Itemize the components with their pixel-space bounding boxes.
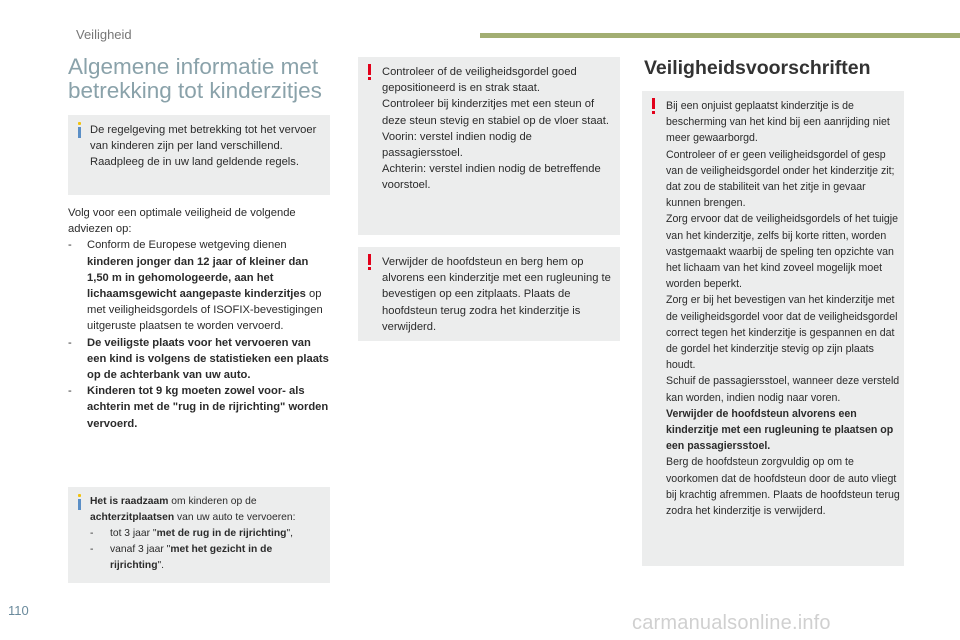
bullet-dash: -	[68, 336, 72, 349]
warning-icon	[366, 254, 373, 270]
warning-text: Achterin: verstel indien nodig de betreffende voorstoel.	[382, 163, 601, 192]
warning-text: Voorin: verstel indien nodig de passagiersstoel.	[382, 130, 532, 160]
list-item-text: vanaf 3 jaar "met het gezicht in de rijrichting".	[110, 544, 273, 571]
warning-text: Bij een onjuist geplaatst kinderzitje is de bescherming van het kind bij een aanrijding niet meer gewaarborgd.	[666, 100, 890, 145]
bullet-dash: -	[68, 385, 72, 398]
warning-box-seatbelt	[358, 57, 620, 235]
warning-text: Berg de hoofdsteun zorgvuldig op om te voorkomen dat de hoofdsteun door de auto vliegt bij krachtig afremmen. Plaats de hoofdsteun terug zodra het kinderzitje is verwijderd.	[666, 456, 900, 518]
bullet-dash: -	[90, 544, 94, 555]
warning-box-headrest	[358, 247, 620, 341]
warning-text: Zorg er bij het bevestigen van het kinderzitje met de veiligheidsgordel voor dat de veiligheidsgordel correct tegen het kinderzitje is gespannen en dat de gordel het kinderzitje stevig op zijn plaats houdt.	[666, 294, 898, 372]
list-item-text: Kinderen tot 9 kg moeten zowel voor- als achterin met de "rug in de rijrichting" worden vervoerd.	[87, 385, 329, 430]
list-item	[90, 542, 324, 574]
advice-section	[68, 205, 330, 432]
bullet-dash: -	[68, 239, 72, 252]
warning-text: Verwijder de hoofdsteun en berg hem op alvorens een kinderzitje met een rugleuning te bevestigen op een zitplaats. Plaats de hoofdsteun terug zodra het kinderzitje is verwijderd.	[382, 256, 611, 333]
info-icon	[76, 494, 83, 510]
page-number: 110	[8, 603, 29, 618]
info-text: De regelgeving met betrekking tot het vervoer van kinderen zijn per land verschillend. Raadpleeg de in uw land geldende regels.	[90, 124, 317, 169]
bullet-dash: -	[90, 528, 94, 539]
info-text: Het is raadzaam om kinderen op de achterzitplaatsen van uw auto te vervoeren:	[90, 496, 296, 523]
section-heading: Veiligheidsvoorschriften	[644, 57, 871, 79]
list-item	[68, 335, 330, 384]
list-item	[90, 526, 324, 542]
warning-box-safety-rules	[642, 91, 904, 566]
warning-text: Zorg ervoor dat de veiligheidsgordels of het tuigje van het kinderzitje, zelfs bij korte ritten, worden vastgemaakt waarbij de speling ten opzichte van het lichaam van het kind zoveel mogelijk moet worden beperkt.	[666, 213, 899, 291]
warning-text-bold: Verwijder de hoofdsteun alvorens een kinderzitje met een rugleuning te plaatsen op een passagiersstoel.	[666, 407, 894, 453]
page-title: Algemene informatie met betrekking tot kinderzitjes	[68, 54, 322, 103]
watermark: carmanualsonline.info	[632, 612, 831, 634]
info-box-seating	[68, 487, 330, 583]
section-label: Veiligheid	[76, 27, 132, 42]
list-item-text: De veiligste plaats voor het vervoeren van een kind is volgens de statistieken een plaats op de achterbank van uw auto.	[87, 336, 329, 382]
list-item	[68, 237, 330, 334]
warning-text: Controleer of de veiligheidsgordel goed gepositioneerd is en strak staat.	[382, 66, 577, 95]
warning-icon	[366, 64, 373, 80]
info-box	[68, 115, 330, 195]
warning-text: Schuif de passagiersstoel, wanneer deze versteld kan worden, indien nodig naar voren.	[666, 375, 900, 404]
advice-intro: Volg voor een optimale veiligheid de volgende adviezen op:	[68, 207, 296, 236]
list-item-text: tot 3 jaar "met de rug in de rijrichting",	[110, 528, 293, 539]
warning-text: Controleer bij kinderzitjes met een steun of deze steun stevig en stabiel op de vloer staat.	[382, 98, 610, 127]
list-item-text: Conform de Europese wetgeving dienen kinderen jonger dan 12 jaar of kleiner dan 1,50 m in gehomologeerde, aan het lichaamsgewicht aangepaste kinderzitjes op met veiligheidsgordels of ISOFIX-bevestigingen uitgeruste plaatsen te worden vervoerd.	[87, 239, 323, 333]
header-rule	[480, 33, 960, 38]
list-item	[68, 383, 330, 432]
warning-icon	[650, 98, 657, 114]
info-icon	[76, 122, 83, 138]
warning-text: Controleer of er geen veiligheidsgordel of gesp van de veiligheidsgordel onder het kinderzitje zit; dat zou de stabiliteit van het zitje in gevaar kunnen brengen.	[666, 148, 895, 210]
